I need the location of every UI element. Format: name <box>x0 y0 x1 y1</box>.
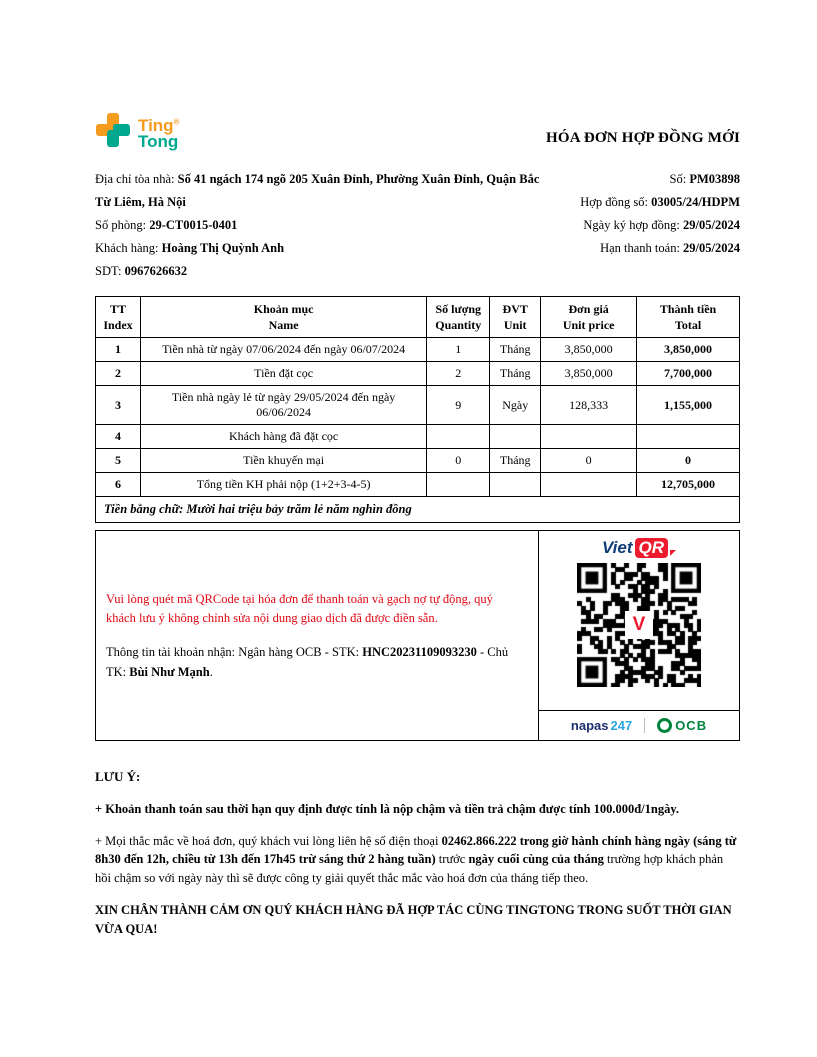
ocb-wordmark: OCB <box>675 718 708 734</box>
col-header-unit: ĐVT Unit <box>490 297 541 338</box>
building-address-line <box>95 168 547 214</box>
cell-price <box>541 473 637 497</box>
cell-total: 3,850,000 <box>637 338 740 362</box>
cell-grand-total: 12,705,000 <box>637 473 740 497</box>
qr-panel <box>538 531 739 740</box>
cell-index: 2 <box>96 362 141 386</box>
due-date-line <box>547 237 740 260</box>
tingtong-logo-icon <box>95 112 131 152</box>
cell-qty: 0 <box>427 449 490 473</box>
cell-name: Tiền đặt cọc <box>140 362 426 386</box>
invoice-meta <box>95 168 740 283</box>
cell-unit: Tháng <box>490 362 541 386</box>
col-header-qty: Số lượng Quantity <box>427 297 490 338</box>
contract-number-value: 03005/24/HDPM <box>651 195 740 209</box>
amount-in-words <box>95 497 740 523</box>
thank-you-message: XIN CHÂN THÀNH CẢM ƠN QUÝ KHÁCH HÀNG ĐÃ HỢP TÁC CÙNG TINGTONG TRONG SUỐT THỜI GIAN VỪA QUA! <box>95 902 732 936</box>
account-holder-label: - Chủ TK: <box>106 645 509 679</box>
room-label: Số phòng: <box>95 218 150 232</box>
vietqr-flag-icon <box>670 550 676 556</box>
payment-network-logos <box>539 710 739 740</box>
notes-section <box>95 767 740 938</box>
address-value: Số 41 ngách 174 ngõ 205 Xuân Đỉnh, Phường Xuân Đỉnh, Quận Bắc Từ Liêm, Hà Nội <box>95 172 540 209</box>
room-line <box>95 214 547 237</box>
cell-index: 6 <box>96 473 141 497</box>
phone-line <box>95 260 547 283</box>
vietqr-center-mark-icon: V <box>625 611 653 639</box>
account-holder-name: Bùi Như Mạnh <box>129 664 210 679</box>
napas-logo: napas 247 <box>570 718 633 734</box>
registered-mark: ® <box>173 117 180 127</box>
cell-unit: Tháng <box>490 449 541 473</box>
note-contact-seg5: trường hợp khách phản hồi chậm so với ngày này thì sẽ được công ty giải quyết thắc mắc vào hoá đơn của tháng tiếp theo. <box>95 852 724 886</box>
cell-unit <box>490 425 541 449</box>
note-contact-deadline: ngày cuối cùng của tháng <box>468 852 604 867</box>
cell-qty: 1 <box>427 338 490 362</box>
table-header-row <box>96 297 740 338</box>
vietqr-word-qr: QR <box>635 538 669 558</box>
tingtong-logo-text <box>138 114 179 150</box>
qr-code-wrap <box>577 563 701 687</box>
cell-price: 3,850,000 <box>541 362 637 386</box>
col-header-price: Đơn giá Unit price <box>541 297 637 338</box>
bank-account-info <box>106 643 520 682</box>
note-contact <box>95 832 740 888</box>
sign-date-value: 29/05/2024 <box>683 218 740 232</box>
phone-value: 0967626632 <box>124 264 188 278</box>
contract-number-label: Hợp đồng số: <box>580 195 652 209</box>
document-title: HÓA ĐƠN HỢP ĐỒNG MỚI <box>545 130 740 146</box>
vietqr-logo <box>602 538 676 558</box>
table-row <box>96 425 740 449</box>
cell-index: 4 <box>96 425 141 449</box>
table-row-grand-total <box>96 473 740 497</box>
meta-left <box>95 168 547 283</box>
col-header-total: Thành tiền Total <box>637 297 740 338</box>
cell-total: 1,155,000 <box>637 386 740 425</box>
header <box>95 112 740 152</box>
cell-qty <box>427 473 490 497</box>
cell-unit: Tháng <box>490 338 541 362</box>
cell-price: 0 <box>541 449 637 473</box>
col-header-index: TT Index <box>96 297 141 338</box>
due-date-label: Hạn thanh toán: <box>600 241 684 255</box>
cell-total: 7,700,000 <box>637 362 740 386</box>
napas-247: 247 <box>610 718 633 734</box>
qr-warning-text: Vui lòng quét mã QRCode tại hóa đơn để thanh toán và gạch nợ tự động, quý khách lưu ý không chỉnh sửa nội dung giao dịch đã được điền sẵn. <box>106 591 493 625</box>
cell-unit <box>490 473 541 497</box>
cell-name: Tiền nhà ngày lẻ từ ngày 29/05/2024 đến ngày 06/06/2024 <box>140 386 426 425</box>
cell-name: Khách hàng đã đặt cọc <box>140 425 426 449</box>
col-header-name: Khoản mục Name <box>140 297 426 338</box>
notes-heading: LƯU Ý: <box>95 769 141 785</box>
invoice-number-value: PM03898 <box>689 172 740 186</box>
amount-in-words-value: Mười hai triệu bảy trăm lẻ năm nghìn đồng <box>186 502 412 517</box>
due-date-value: 29/05/2024 <box>683 241 740 255</box>
table-row <box>96 386 740 425</box>
customer-line <box>95 237 547 260</box>
qr-payment-box <box>95 530 740 741</box>
account-number: HNC20231109093230 <box>362 645 477 660</box>
tingtong-logo <box>95 112 179 152</box>
contract-number-line <box>547 191 740 214</box>
ocb-circle-icon <box>657 718 672 733</box>
amount-in-words-label: Tiền bằng chữ: <box>104 502 187 517</box>
cell-name: Tổng tiền KH phải nộp (1+2+3-4-5) <box>140 473 426 497</box>
cell-qty: 2 <box>427 362 490 386</box>
cell-index: 1 <box>96 338 141 362</box>
cell-index: 5 <box>96 449 141 473</box>
sign-date-label: Ngày ký hợp đồng: <box>583 218 684 232</box>
logo-word-tong: Tong <box>138 131 179 151</box>
qr-instructions <box>96 531 538 740</box>
cell-index: 3 <box>96 386 141 425</box>
cell-unit: Ngày <box>490 386 541 425</box>
cell-qty: 9 <box>427 386 490 425</box>
note-contact-seg3: trước <box>435 852 469 867</box>
phone-label: SDT: <box>95 264 125 278</box>
address-label: Địa chỉ tòa nhà: <box>95 172 178 186</box>
cell-total <box>637 425 740 449</box>
vietqr-word-viet: Viet <box>601 538 633 558</box>
cell-name: Tiền nhà từ ngày 07/06/2024 đến ngày 06/07/2024 <box>140 338 426 362</box>
customer-value: Hoàng Thị Quỳnh Anh <box>161 241 285 255</box>
table-row <box>96 449 740 473</box>
cell-price: 128,333 <box>541 386 637 425</box>
cell-price <box>541 425 637 449</box>
note-contact-seg1: + Mọi thắc mắc về hoá đơn, quý khách vui lòng liên hệ số điện thoại <box>95 833 442 848</box>
sign-date-line <box>547 214 740 237</box>
table-row <box>96 338 740 362</box>
cell-name: Tiền khuyến mại <box>140 449 426 473</box>
cell-price: 3,850,000 <box>541 338 637 362</box>
note-late-payment: + Khoản thanh toán sau thời hạn quy định được tính là nộp chậm và tiền trả chậm được tính 100.000đ/1ngày. <box>95 801 680 816</box>
cell-total: 0 <box>637 449 740 473</box>
invoice-number-label: Số: <box>669 172 690 186</box>
customer-label: Khách hàng: <box>95 241 162 255</box>
account-info-label: Thông tin tài khoản nhận: Ngân hàng OCB - STK: <box>106 645 363 660</box>
logo-word-ting: Ting® <box>138 115 180 135</box>
invoice-number-line <box>547 168 740 191</box>
room-value: 29-CT0015-0401 <box>149 218 238 232</box>
invoice-items-table <box>95 296 740 497</box>
cell-qty <box>427 425 490 449</box>
meta-right <box>547 168 740 283</box>
ocb-logo <box>657 718 707 733</box>
logo-divider <box>644 718 645 733</box>
note-contact-phone: 02462.866.222 trong giờ hành chính hàng ngày (sáng từ 8h30 đến 12h, chiều từ 13h đến 17h45 trừ sáng thứ 2 hàng tuần) <box>95 833 737 867</box>
table-row <box>96 362 740 386</box>
account-info-period: . <box>209 664 213 679</box>
